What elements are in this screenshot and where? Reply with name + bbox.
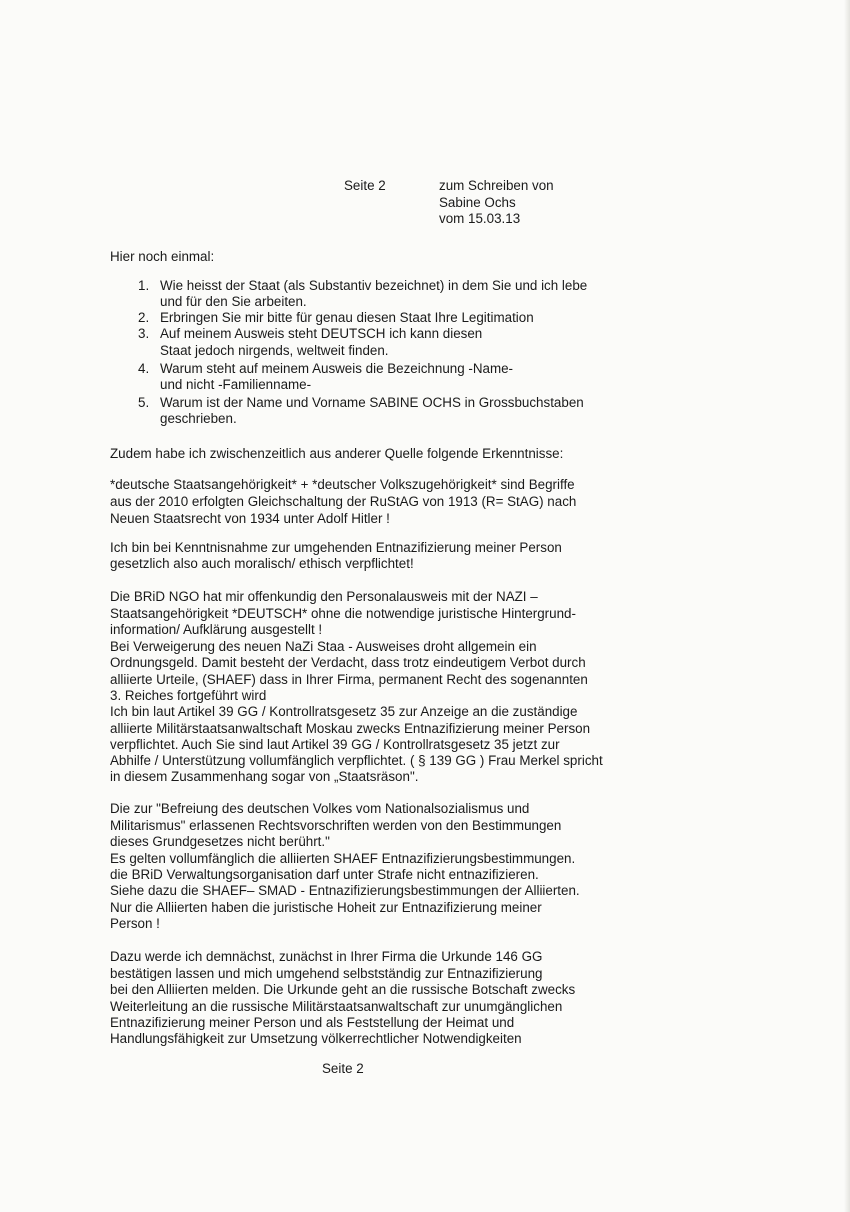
paragraph-line: *deutsche Staatsangehörigkeit* + *deutscher Volkszugehörigkeit* sind Begriffe bbox=[110, 477, 575, 492]
list-number: 4. bbox=[138, 361, 150, 376]
paragraph-line: Neuen Staatsrecht von 1934 unter Adolf Hitler ! bbox=[110, 511, 390, 526]
paragraph-line: Entnazifizierung meiner Person und als Feststellung der Heimat und bbox=[110, 1015, 515, 1030]
paragraph-line: aus der 2010 erfolgten Gleichschaltung der RuStAG von 1913 (R= StAG) nach bbox=[110, 494, 577, 509]
paragraph-line: alliierte Urteile, (SHAEF) dass in Ihrer Firma, permanent Recht des sogenannten bbox=[110, 672, 588, 687]
paragraph-line: gesetzlich also auch moralisch/ ethisch verpflichtet! bbox=[110, 556, 414, 571]
paragraph-line: Militarismus" erlassenen Rechtsvorschriften werden von den Bestimmungen bbox=[110, 818, 562, 833]
paragraph-line: in diesem Zusammenhang sogar von „Staatsräson". bbox=[110, 769, 419, 784]
paragraph-line: verpflichtet. Auch Sie sind laut Artikel 39 GG / Kontrollratsgesetz 35 jetzt zur bbox=[110, 737, 560, 752]
paragraph-line: Bei Verweigerung des neuen NaZi Staa - Ausweises droht allgemein ein bbox=[110, 639, 537, 654]
paragraph-line: Ordnungsgeld. Damit besteht der Verdacht, dass trotz eindeutigem Verbot durch bbox=[110, 655, 586, 670]
paragraph-line: Zudem habe ich zwischenzeitlich aus anderer Quelle folgende Erkenntnisse: bbox=[110, 446, 564, 461]
list-item-line: und für den Sie arbeiten. bbox=[160, 294, 307, 309]
paragraph-line: Die BRiD NGO hat mir offenkundig den Personalausweis mit der NAZI – bbox=[110, 589, 538, 604]
list-item-line: geschrieben. bbox=[160, 411, 237, 426]
header-meta-line: vom 15.03.13 bbox=[439, 211, 521, 226]
intro-text: Hier noch einmal: bbox=[110, 249, 215, 264]
list-item-line: Erbringen Sie mir bitte für genau diesen Staat Ihre Legitimation bbox=[160, 310, 534, 325]
paragraph-line: bei den Alliierten melden. Die Urkunde geht an die russische Botschaft zwecks bbox=[110, 982, 576, 997]
paragraph-line: Die zur "Befreiung des deutschen Volkes vom Nationalsozialismus und bbox=[110, 801, 530, 816]
scan-edge-shadow bbox=[844, 0, 850, 1212]
list-item-line: Wie heisst der Staat (als Substantiv bezeichnet) in dem Sie und ich lebe bbox=[160, 278, 588, 293]
paragraph-line: Es gelten vollumfänglich die alliierten SHAEF Entnazifizierungsbestimmungen. bbox=[110, 851, 576, 866]
paragraph-line: Abhilfe / Unterstützung vollumfänglich verpflichtet. ( § 139 GG ) Frau Merkel spricht bbox=[110, 753, 603, 768]
paragraph-line: Dazu werde ich demnächst, zunächst in Ihrer Firma die Urkunde 146 GG bbox=[110, 949, 543, 964]
paragraph-line: Siehe dazu die SHAEF– SMAD - Entnazifizierungsbestimmungen der Alliierten. bbox=[110, 883, 580, 898]
paragraph-line: die BRiD Verwaltungsorganisation darf unter Strafe nicht entnazifizieren. bbox=[110, 867, 539, 882]
paragraph-line: Ich bin laut Artikel 39 GG / Kontrollratsgesetz 35 zur Anzeige an die zuständige bbox=[110, 704, 578, 719]
paragraph-line: 3. Reiches fortgeführt wird bbox=[110, 688, 267, 703]
paragraph-line: alliierte Militärstaatsanwaltschaft Moskau zwecks Entnazifizierung meiner Person bbox=[110, 721, 591, 736]
footer-seite-label: Seite 2 bbox=[322, 1061, 364, 1076]
list-number: 1. bbox=[138, 278, 150, 293]
list-number: 3. bbox=[138, 326, 150, 341]
header-meta-line: zum Schreiben von bbox=[439, 178, 554, 193]
paragraph-line: Weiterleitung an die russische Militärstaatsanwaltschaft zur unumgänglichen bbox=[110, 999, 563, 1014]
paragraph-line: information/ Aufklärung ausgestellt ! bbox=[110, 622, 323, 637]
list-item-line: Warum ist der Name und Vorname SABINE OCHS in Grossbuchstaben bbox=[160, 395, 584, 410]
list-item-line: Warum steht auf meinem Ausweis die Bezeichnung -Name- bbox=[160, 361, 514, 376]
paragraph-line: Nur die Alliierten haben die juristische Hoheit zur Entnazifizierung meiner bbox=[110, 900, 542, 915]
paragraph-line: dieses Grundgesetzes nicht berührt." bbox=[110, 834, 330, 849]
list-item-line: und nicht -Familienname- bbox=[160, 377, 312, 392]
list-number: 2. bbox=[138, 310, 150, 325]
paragraph-line: Handlungsfähigkeit zur Umsetzung völkerrechtlicher Notwendigkeiten bbox=[110, 1031, 522, 1046]
paragraph-line: Person ! bbox=[110, 916, 160, 931]
list-number: 5. bbox=[138, 395, 150, 410]
list-item-line: Staat jedoch nirgends, weltweit finden. bbox=[160, 343, 389, 358]
header-meta-line: Sabine Ochs bbox=[439, 195, 516, 210]
list-item-line: Auf meinem Ausweis steht DEUTSCH ich kann diesen bbox=[160, 326, 483, 341]
paragraph-line: bestätigen lassen und mich umgehend selbstständig zur Entnazifizierung bbox=[110, 966, 543, 981]
paragraph-line: Staatsangehörigkeit *DEUTSCH* ohne die notwendige juristische Hintergrund- bbox=[110, 606, 576, 621]
header-seite-label: Seite 2 bbox=[344, 178, 386, 193]
paragraph-line: Ich bin bei Kenntnisnahme zur umgehenden Entnazifizierung meiner Person bbox=[110, 540, 562, 555]
